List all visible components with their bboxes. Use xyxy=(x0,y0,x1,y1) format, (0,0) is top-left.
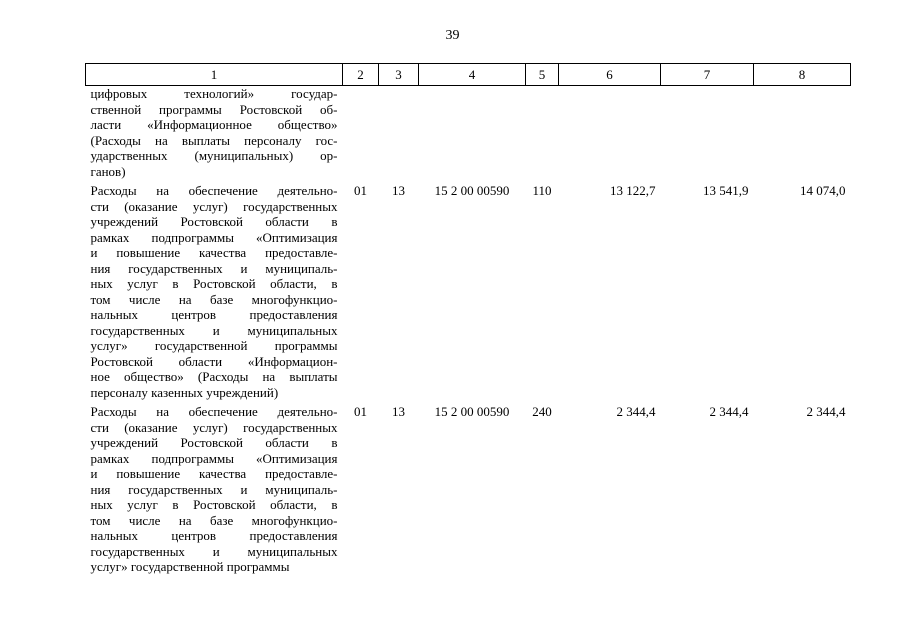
expense-type-code: 240 xyxy=(532,404,552,419)
description-line: ное общество» (Расходы на выплаты xyxy=(90,369,338,384)
amount-col-6: 2 344,4 xyxy=(616,404,656,419)
description-line: услуг» государственной программы xyxy=(90,338,338,353)
amount-col-6: 13 122,7 xyxy=(610,183,656,198)
row-description xyxy=(86,404,343,579)
description-line: ганов) xyxy=(90,163,126,179)
description-line: ния государственных и муниципаль- xyxy=(90,260,338,276)
expense-type-code: 110 xyxy=(532,183,552,198)
description-line: Расходы на обеспечение деятельно- xyxy=(90,404,338,419)
table-row xyxy=(86,183,851,404)
amount-col-8: 2 344,4 xyxy=(806,404,846,419)
description-line: ударственных (муниципальных) ор- xyxy=(90,148,338,163)
description-line: персоналу казенных учреждений) xyxy=(90,384,279,400)
header-col-2: 2 xyxy=(343,64,379,86)
table-row xyxy=(86,86,851,184)
amount-col-8 xyxy=(754,86,851,184)
description-line: Расходы на обеспечение деятельно- xyxy=(90,183,338,198)
target-article-code: 15 2 00 00590 xyxy=(434,183,510,198)
description-line: ласти «Информационное общество» xyxy=(90,117,338,132)
header-col-5: 5 xyxy=(526,64,559,86)
subsection-code: 13 xyxy=(392,404,405,419)
table-body xyxy=(86,86,851,579)
description-line: том числе на базе многофункцио- xyxy=(90,512,338,528)
description-line: сти (оказание услуг) государственных xyxy=(90,419,338,435)
description-line: государственных и муниципальных xyxy=(90,543,338,559)
description-line: учреждений Ростовской области в xyxy=(90,214,338,229)
description-line: Ростовской области «Информацион- xyxy=(90,353,338,369)
section-code xyxy=(343,86,379,184)
section-code: 01 xyxy=(354,183,367,198)
description-line: сти (оказание услуг) государственных xyxy=(90,198,338,214)
description-line: государственных и муниципальных xyxy=(90,322,338,338)
description-line: том числе на базе многофункцио- xyxy=(90,291,338,307)
description-line: и повышение качества предоставле- xyxy=(90,245,338,260)
header-col-4: 4 xyxy=(419,64,526,86)
description-line: ных услуг в Ростовской области, в xyxy=(90,276,338,291)
description-line: рамках подпрограммы «Оптимизация xyxy=(90,229,338,245)
amount-col-8: 14 074,0 xyxy=(800,183,846,198)
description-line: учреждений Ростовской области в xyxy=(90,435,338,450)
subsection-code xyxy=(379,86,419,184)
description-line: ных услуг в Ростовской области, в xyxy=(90,497,338,512)
description-line: и повышение качества предоставле- xyxy=(90,466,338,481)
description-line: услуг» государственной программы xyxy=(90,559,290,574)
header-col-1: 1 xyxy=(86,64,343,86)
header-col-3: 3 xyxy=(379,64,419,86)
description-line: нальных центров предоставления xyxy=(90,307,338,322)
row-description xyxy=(86,86,343,184)
target-article-code: 15 2 00 00590 xyxy=(434,404,510,419)
description-line: ния государственных и муниципаль- xyxy=(90,481,338,497)
header-col-6: 6 xyxy=(559,64,661,86)
amount-col-7: 2 344,4 xyxy=(709,404,749,419)
page-number: 39 xyxy=(445,28,460,43)
target-article-code xyxy=(419,86,526,184)
description-line: рамках подпрограммы «Оптимизация xyxy=(90,450,338,466)
amount-col-6 xyxy=(559,86,661,184)
header-col-7: 7 xyxy=(661,64,754,86)
header-col-8: 8 xyxy=(754,64,851,86)
header-row xyxy=(86,64,851,86)
description-line: ственной программы Ростовской об- xyxy=(90,101,338,117)
subsection-code: 13 xyxy=(392,183,405,198)
description-line: нальных центров предоставления xyxy=(90,528,338,543)
budget-table xyxy=(85,63,851,579)
table-header xyxy=(86,64,851,86)
expense-type-code xyxy=(526,86,559,184)
row-description xyxy=(86,183,343,404)
description-line: цифровых технологий» государ- xyxy=(90,86,338,101)
table-row xyxy=(86,404,851,579)
amount-col-7 xyxy=(661,86,754,184)
section-code: 01 xyxy=(354,404,367,419)
description-line: (Расходы на выплаты персоналу гос- xyxy=(90,132,338,148)
amount-col-7: 13 541,9 xyxy=(703,183,749,198)
